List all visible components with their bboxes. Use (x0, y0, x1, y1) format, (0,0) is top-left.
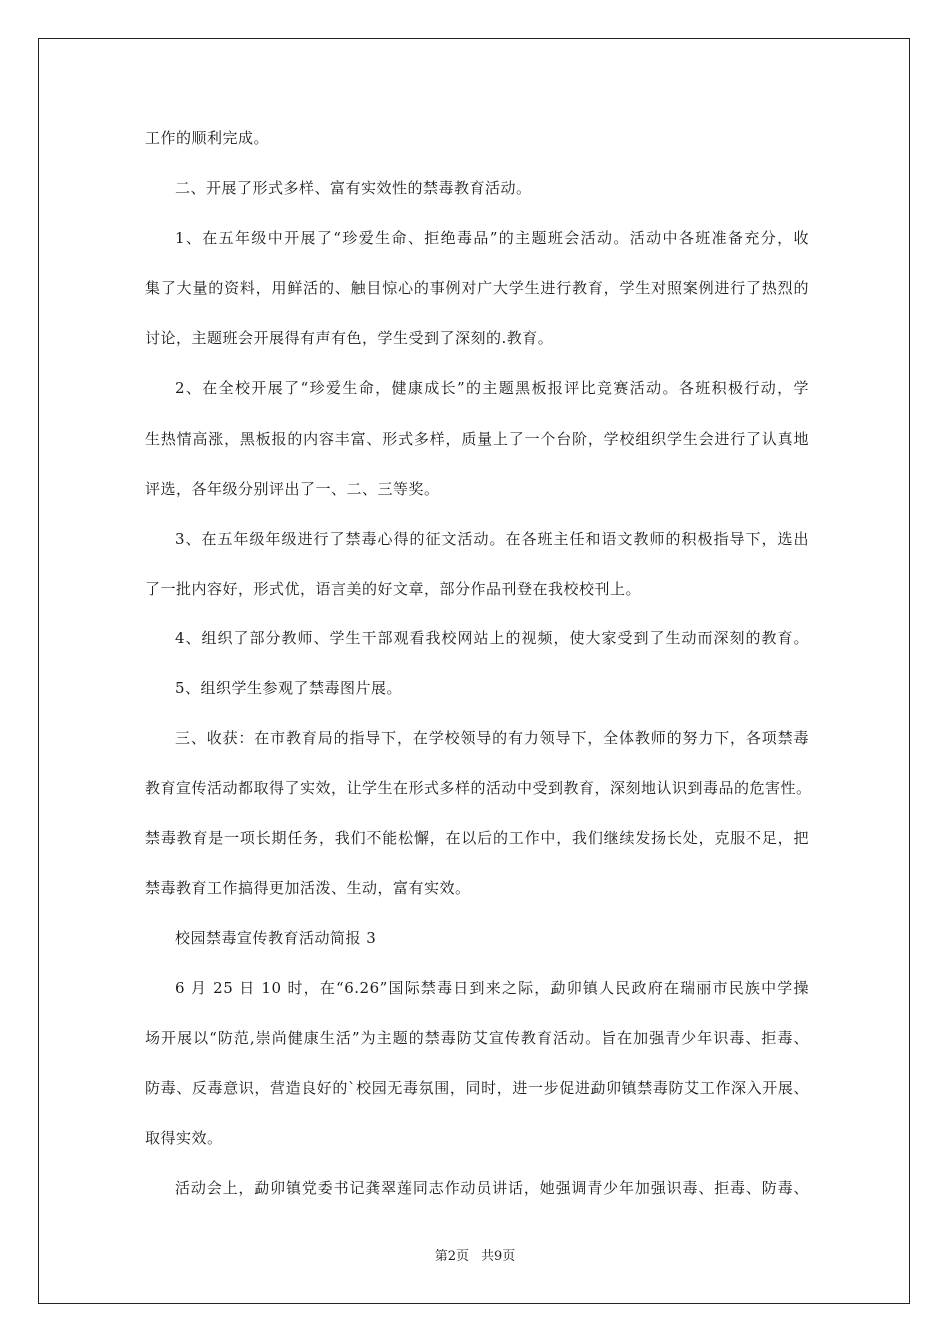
paragraph-line: 工作的顺利完成。 (145, 129, 270, 147)
paragraph-line: 场开展以“防范,崇尚健康生活”为主题的禁毒防艾宣传教育活动。旨在加强青少年识毒、拒毒、 (145, 1029, 809, 1047)
paragraph-line: 活动会上，勐卯镇党委书记龚翠莲同志作动员讲话，她强调青少年加强识毒、拒毒、防毒、 (175, 1179, 809, 1197)
page-number: 第2页 (434, 1249, 469, 1264)
page-footer (0, 1248, 950, 1266)
paragraph-line: 了一批内容好，形式优，语言美的好文章，部分作品刊登在我校校刊上。 (145, 580, 642, 598)
paragraph-line: 2、在全校开展了“珍爱生命，健康成长”的主题黑板报评比竞赛活动。各班积极行动，学 (175, 379, 809, 397)
paragraph-line: 生热情高涨，黑板报的内容丰富、形式多样，质量上了一个台阶，学校组织学生会进行了认真地 (145, 430, 809, 448)
section-heading: 二、开展了形式多样、富有实效性的禁毒教育活动。 (175, 179, 532, 197)
paragraph-line: 讨论，主题班会开展得有声有色，学生受到了深刻的.教育。 (145, 329, 554, 347)
section-heading: 三、收获：在市教育局的指导下，在学校领导的有力领导下，全体教师的努力下，各项禁毒 (175, 729, 809, 747)
paragraph-line: 防毒、反毒意识，营造良好的`校园无毒氛围，同时，进一步促进勐卯镇禁毒防艾工作深入开展、 (145, 1079, 809, 1097)
paragraph-line: 评选，各年级分别评出了一、二、三等奖。 (145, 480, 440, 498)
article-title: 校园禁毒宣传教育活动简报 3 (175, 929, 377, 947)
paragraph-line: 6 月 25 日 10 时，在“6.26”国际禁毒日到来之际，勐卯镇人民政府在瑞丽市民族中学操 (175, 979, 809, 997)
paragraph-line: 4、组织了部分教师、学生干部观看我校网站上的视频，使大家受到了生动而深刻的教育。 (175, 629, 809, 647)
paragraph-line: 取得实效。 (145, 1129, 223, 1147)
page-total: 共9页 (481, 1249, 516, 1264)
paragraph-line: 5、组织学生参观了禁毒图片展。 (175, 679, 403, 697)
paragraph-line: 1、在五年级中开展了“珍爱生命、拒绝毒品”的主题班会活动。活动中各班准备充分，收 (175, 229, 809, 247)
paragraph-line: 教育宣传活动都取得了实效，让学生在形式多样的活动中受到教育，深刻地认识到毒品的危害性。 (145, 779, 812, 797)
paragraph-line: 禁毒教育是一项长期任务，我们不能松懈，在以后的工作中，我们继续发扬长处，克服不足，把 (145, 829, 809, 847)
paragraph-line: 禁毒教育工作搞得更加活泼、生动，富有实效。 (145, 879, 471, 897)
paragraph-line: 集了大量的资料，用鲜活的、触目惊心的事例对广大学生进行教育，学生对照案例进行了热烈的 (145, 279, 809, 297)
paragraph-line: 3、在五年级年级进行了禁毒心得的征文活动。在各班主任和语文教师的积极指导下，选出 (175, 530, 809, 548)
